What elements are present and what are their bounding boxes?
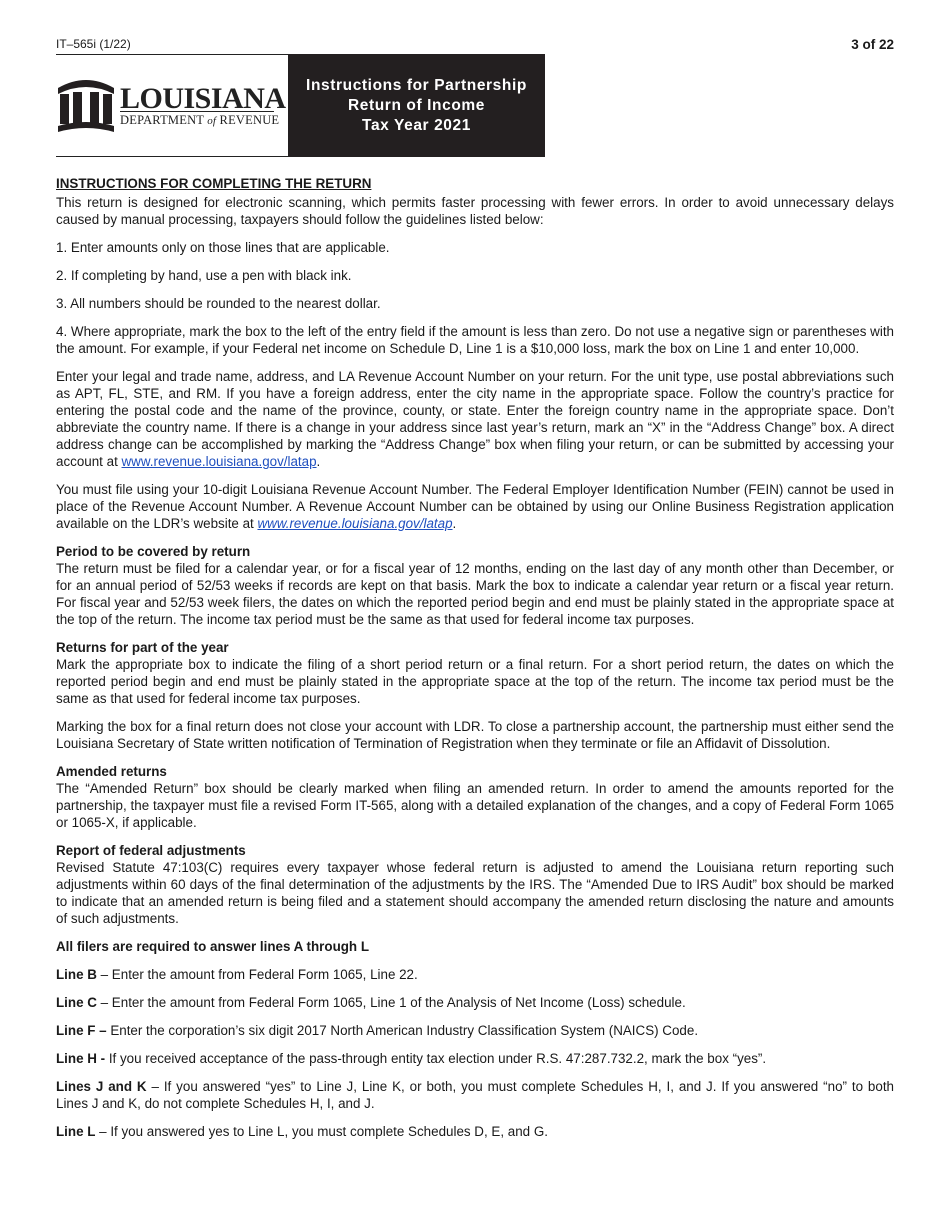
form-id: IT–565i (1/22) <box>56 37 131 51</box>
guideline-3: 3. All numbers should be rounded to the nearest dollar. <box>56 296 381 311</box>
guideline-4: 4. Where appropriate, mark the box to the left of the entry field if the amount is less than zero. Do not use a negative sign or parentheses with the amount. For example, if your Federal net income on Schedule D, Line 1 is a $10,000 loss, mark the box on Line 1 and enter 10,000. <box>56 324 894 356</box>
logo-name: LOUISIANA <box>120 82 286 115</box>
title-line-1: Instructions for Partnership <box>306 76 527 94</box>
document-title <box>288 54 545 157</box>
lines-j-k-instruction: Lines J and K – If you answered “yes” to Line J, Line K, or both, you must complete Schedules H, I, and J. If you answered “no” to both Lines J and K, do not complete Schedules H, I, and J. <box>56 1079 894 1111</box>
latap-link[interactable]: www.revenue.louisiana.gov/latap <box>121 454 317 469</box>
title-line-3: Tax Year 2021 <box>362 116 471 134</box>
latap-link-italic[interactable]: www.revenue.louisiana.gov/latap <box>257 516 453 531</box>
instructions-body <box>56 175 894 1151</box>
page-number: 3 of 22 <box>851 37 894 52</box>
line-l-instruction: Line L – If you answered yes to Line L, you must complete Schedules D, E, and G. <box>56 1124 548 1139</box>
guideline-2: 2. If completing by hand, use a pen with black ink. <box>56 268 352 283</box>
required-lines-heading: All filers are required to answer lines A through L <box>56 939 370 954</box>
header-band <box>56 54 545 157</box>
part-year-heading: Returns for part of the year <box>56 640 229 655</box>
line-f-instruction: Line F – Enter the corporation’s six digit 2017 North American Industry Classification System (NAICS) Code. <box>56 1023 699 1038</box>
line-h-instruction: Line H - If you received acceptance of the pass-through entity tax election under R.S. 47:287.732.2, mark the box “yes”. <box>56 1051 767 1066</box>
line-b-instruction: Line B – Enter the amount from Federal Form 1065, Line 22. <box>56 967 418 982</box>
intro-paragraph: This return is designed for electronic scanning, which permits faster processing with fewer errors. In order to avoid unnecessary delays caused by manual processing, taxpayers should follow the guidelines listed below: <box>56 195 894 227</box>
part-year-paragraph: Mark the appropriate box to indicate the filing of a short period return or a final return. For a short period return, the dates on which the reported period begin and end must be plainly stated in the appropriate space at the top of the return. The income tax period must be the same as that used for federal income tax purposes. <box>56 657 894 706</box>
capitol-columns-icon <box>56 74 116 136</box>
period-paragraph: The return must be filed for a calendar year, or for a fiscal year of 12 months, ending on the last day of any month other than December, or for an annual period of 52/53 weeks if records are kept on that basis. Mark the box to indicate a calendar year return or a fiscal year return. For fiscal year and 52/53 week filers, the dates on which the reported period begin and end must be plainly stated in the appropriate space at the top of the return. The income tax period must be the same as that used for federal income tax purposes. <box>56 561 894 627</box>
final-return-paragraph: Marking the box for a final return does not close your account with LDR. To close a partnership account, the partnership must either send the Louisiana Secretary of State written notification of Termination of Registration when they terminate or file an Affidavit of Dissolution. <box>56 719 894 751</box>
account-paragraph: You must file using your 10-digit Louisiana Revenue Account Number. The Federal Employer Identification Number (FEIN) cannot be used in place of the Revenue Account Number. A Revenue Account Number can be obtained by using our Online Business Registration application available on the LDR’s website at www.revenue.louisiana.gov/latap. <box>56 482 894 531</box>
header-rule-top <box>56 54 288 55</box>
louisiana-revenue-logo <box>56 74 288 136</box>
section-title: INSTRUCTIONS FOR COMPLETING THE RETURN <box>56 176 372 191</box>
period-heading: Period to be covered by return <box>56 544 251 559</box>
federal-adjustments-heading: Report of federal adjustments <box>56 843 246 858</box>
amended-heading: Amended returns <box>56 764 167 779</box>
logo-rule <box>120 111 274 112</box>
header-rule-bottom <box>56 156 288 157</box>
amended-paragraph: The “Amended Return” box should be clearly marked when filing an amended return. In order to amend the amounts reported for the partnership, the taxpayer must file a revised Form IT-565, along with a detailed explanation of the changes, and a copy of Federal Form 1065 or 1065-X, if applicable. <box>56 781 894 830</box>
federal-adjustments-paragraph: Revised Statute 47:103(C) requires every taxpayer whose federal return is adjusted to amend the Louisiana return reporting such adjustments within 60 days of the final determination of the adjustments by the IRS. The “Amended Due to IRS Audit” box should be marked to indicate that an amended return is being filed and a statement should accompany the amended return disclosing the nature and amounts of such adjustments. <box>56 860 894 926</box>
line-c-instruction: Line C – Enter the amount from Federal Form 1065, Line 1 of the Analysis of Net Income (Loss) schedule. <box>56 995 686 1010</box>
guideline-1: 1. Enter amounts only on those lines that are applicable. <box>56 240 390 255</box>
address-paragraph: Enter your legal and trade name, address, and LA Revenue Account Number on your return. For the unit type, use postal abbreviations such as APT, FL, STE, and RM. If you have a foreign address, enter the city name in the appropriate space. Follow the country’s practice for entering the postal code and the name of the province, county, or state. Enter the foreign country name in the appropriate space. Don’t abbreviate the country name. If there is a change in your address since last year’s return, mark an “X” in the “Address Change” box. A direct address change can be accomplished by marking the “Address Change” box when filing your return, or can be submitted by accessing your account at www.revenue.louisiana.gov/latap. <box>56 369 894 469</box>
logo-department: DEPARTMENT of REVENUE <box>120 113 280 127</box>
title-line-2: Return of Income <box>347 96 486 114</box>
